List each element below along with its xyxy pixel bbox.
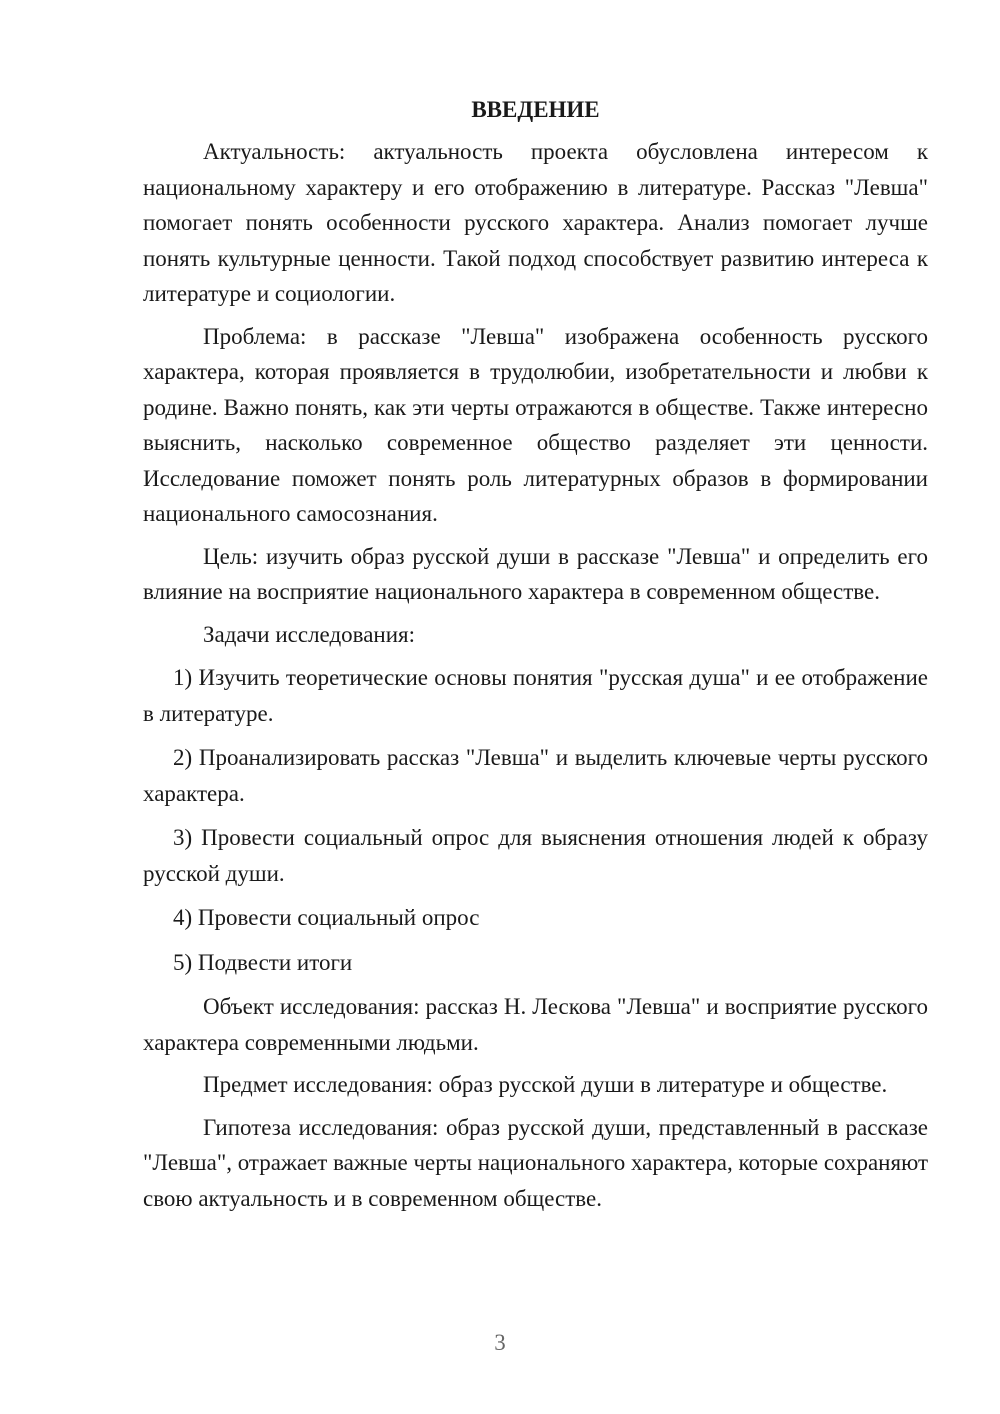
goal-paragraph: Цель: изучить образ русской души в рассказе "Левша" и определить его влияние на восприятие национального характера в современном обществе. — [143, 543, 928, 604]
hypothesis-paragraph: Гипотеза исследования: образ русской души, представленный в рассказе "Левша", отражает важные черты национального характера, которые сохраняют свою актуальность и в современном обществе. — [143, 1114, 928, 1211]
relevance-paragraph: Актуальность: актуальность проекта обусловлена интересом к национальному характеру и его отображению в литературе. Рассказ "Левша" помогает понять особенности русского характера. Анализ помогает лучше понять культурные ценности. Такой подход способствует развитию интереса к литературе и социологии. — [143, 139, 928, 306]
task-item-5: 5) Подвести итоги — [173, 949, 353, 975]
task-item-3: 3) Провести социальный опрос для выяснения отношения людей к образу русской души. — [143, 825, 928, 886]
subject-paragraph: Предмет исследования: образ русской души в литературе и обществе. — [203, 1072, 888, 1097]
tasks-heading: Задачи исследования: — [203, 621, 416, 647]
problem-paragraph: Проблема: в рассказе "Левша" изображена особенность русского характера, которая проявляется в трудолюбии, изобретательности и любви к родине. Важно понять, как эти черты отражаются в обществе. Также интересно выяснить, насколько современное общество разделяет эти ценности. Исследование поможет понять роль литературных образов в формировании национального самосознания. — [143, 323, 928, 526]
object-paragraph: Объект исследования: рассказ Н. Лескова "Левша" и восприятие русского характера современными людьми. — [143, 994, 928, 1055]
document-page — [143, 90, 928, 1223]
page-title: ВВЕДЕНИЕ — [471, 97, 600, 122]
page-number: 3 — [494, 1330, 506, 1355]
task-item-1: 1) Изучить теоретические основы понятия "русская душа" и ее отображение в литературе. — [143, 665, 928, 726]
task-item-2: 2) Проанализировать рассказ "Левша" и выделить ключевые черты русского характера. — [143, 745, 928, 806]
task-item-4: 4) Провести социальный опрос — [173, 905, 480, 930]
tasks-list — [143, 660, 928, 980]
